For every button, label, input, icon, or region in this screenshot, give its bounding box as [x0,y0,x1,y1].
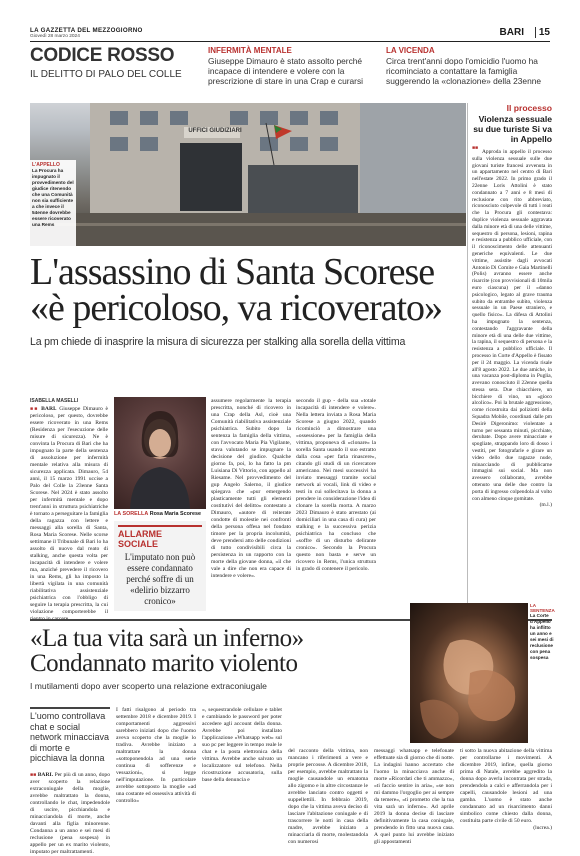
section-title: IL DELITTO DI PALO DEL COLLE [30,69,182,80]
hands-caption [530,603,554,661]
dateline: BARI. [41,406,57,412]
sidebar-title: Violenza sessuale su due turiste Si va in Appello [473,114,552,144]
article2-col6 [460,748,552,834]
article1-col3 [296,398,376,614]
article2-col5 [374,748,454,845]
article-body: assumere regolarmente la terapia prescritta, nonché di ricovero in una Crap della Asl, cioè una Comunità riabilitativa assistenziale psichiatrica. Subito dopo la sentenza la famiglia della vittima, con l'avvocato Maria Pia Vigilante, stava valutando se impugnare la decisione del giudice. Qualche giorno fa, poi, lo ha fatto la pm Luisiana Di Vittorio, con appello al Riesame. Nel provvedimento del gup Angelo Salerno, il giudice spiegava che «pur emergendo plasticamente tutti gli elementi costitutivi del delitto» contestato a Dimauro, «autore di reiterate condotte di molestie nei confronti della persona offesa nel fondato timore per la propria incolumità, deve prendersi atto delle condizioni di tutto condivisibili circa la persistenza in un rapporto con la morte della giovane donna, «il che vale a dire che non era capace di intendere e volere». [211,398,291,579]
section-kicker: CODICE ROSSO [30,45,175,66]
article-body: Giuseppe Dimauro è pericoloso, per questo, dovrebbe essere ricoverato in una Rems (Residenza per l'esecuzione delle misure di sicurezza). Ne è convinta la Procura di Bari che ha impugnato la parte della sentenza di assoluzione per infermità mentale relativa alla misura di sicurezza applicata. Dimauro, 54 anni, il 15 marzo 1991 uccise a Palo del Colle la 23enne Santa Scorese. Nel 2024 è stato assolto per infermità mentale e dopo trent'anni in struttura psichiatriche è tornato a perseguitare la famiglia della ragazza con lettere e messaggi alla sorella di Santa, Rosa Maria Scorese. Nelle scorse settimane il Tribunale di Bari lo ha assolto di nuovo dal reato di stalking, anche questa volta per incapacità di intendere e volere ma, anziché prevedere il ricovero in una Rems, gli ha imposto la libertà vigilata in una comunità riabilitativa assistenziale psichiatrica con l'obbligo di seguire la terapia prescritta, la cui violazione comporterebbe il [30,406,108,615]
headline-line-1: L'assassino di Santa Scorese [30,251,435,293]
courthouse-photo [30,103,466,246]
photo-caption [30,160,76,246]
courthouse-illustration [30,103,466,246]
caption-text: La Corte d'Appello ha inflitto un anno e sei mesi di reclusione con pena sospesa [530,613,554,660]
article1-col2 [211,398,291,614]
sister-photo [114,397,206,509]
article-body: Per più di un anno, dopo aver scoperto la relazione extraconiugale della moglie, avrebbe maltrattato la donna, controllando le chat, impedendole di uscire, picchiandola e minacciandola di morte, anche davanti alla figlia minorenne. Condanna a un anno e sei mesi di reclusione (pena sospesa) in appello per un ex marito violento, imputato per maltrattamenti. [30,772,110,855]
caption-text: La Procura ha impugnato il provvedimento del giudice ritenendo che una Comunità non sia sufficiente a che invece il 54enne dovrebbe essere ricoverato una Rems [32,168,74,227]
caption-label: LA SORELLA [114,511,149,517]
article-body: ti sotto la nuova abitazione della vittima per controllarne i movimenti. A dicembre 2019, infine, quella giorno prima di Natale, avrebbe aggredito la donna dopo averla incontrata per strada, prendendola a calci e afferrandola per i capelli, causandole lesioni ad una gamba. L'uomo è stato anche condannato ad un risarcimento danni simbolico come chiesto dalla donna, costituita parte civile di 50 euro. [460,748,552,824]
sidebar-body: Approda in appello il processo sulla violenza sessuale sulle due giovani turiste francesi avvenuta in un appartamento nel centro di Bari nell'estate 2022. In primo grado il 22enne Loris Attolini è stato condannato a 7 anni e 8 mesi di reclusione con rito abbreviato, riconosciuto colpevole di tutti i reati che la Procura gli contestava: duplice violenza sessuale aggravata dalla minore età di una delle vittime, sequestro di persona, lesioni, rapina e resistenza a pubblico ufficiale, con il riconoscimento delle attenuanti generiche equivalenti. Le due vittime, assistite dagli avvocati Antonio Di Comite e Gaia Martinelli (Polis) avranno essere anche risarcite (con provvisionali di 10mila euro ciascuna) per il «danno psicologico, legato al grave trauma subito da entrambe subìto, violenza sessuale in un Paese straniero, e quello fisico». La difesa di Attolini ha impugnato la sentenza, contestando l'aggravante della minore età di una delle due vittime, la rapina, il sequestro di persona e la resistenza a pubblico ufficiale. Il processo in Corte d'Appello è fissato per il 24 maggio. La vicenda risale all'8 agosto 2022. Le due amiche, in una vacanza post-diploma in Puglia, avevano conosciuto il 22enne quella stessa sera. Due chiacchiere, un bicchiere di vino, un «gioco alcolico». Poi la brutale aggressione, come ricostruita dai poliziotti della Squadra Mobile, coordinati dalle pm Desirè Digeronimo: violentate a turno per sessanta minuti, picchiate, derubate. Dopo avere minacciate e spogliate, strappando loro di dosso i vestiti, per fotografarle e girare un video dello due ragazze nude, minacciando di pubblicarne immagini sui social. Ma non avessero collaborato, avrebbe ottenuto una delle due contro la porta di ingresso colpendola al volto con almeno cinque gomitate. [472,149,552,502]
sidebar-divider [467,103,468,615]
newspaper-name: LA GAZZETTA DEL MEZZOGIORNO [30,27,143,34]
teaser-mental-illness [208,46,380,86]
article2-col3 [202,707,282,834]
quote-box [114,521,206,611]
building-sign: UFFICI GIUDIZIARI [188,128,242,134]
article2-col1: ■■ BARI. Per più di un anno, dopo aver scoperto la relazione extraconiugale della moglie, avrebbe maltrattato la donna, controllando le chat, impedendole di uscire, picchiandola e minacciandola di morte, anche davanti alla figlia minorenne. Condanna a un anno e sei mesi di reclusione (pena sospesa) in appello per un ex marito violento, imputato per maltrattamenti. [30,772,110,855]
section-header [30,46,198,80]
article1-col1: ■■ BARI. Giuseppe Dimauro è pericoloso, per questo, dovrebbe essere ricoverato in una Rems (Residenza per l'esecuzione delle misure di sicurezza). Ne è convinta la Procura di Bari che ha impugnato la parte della sentenza di assoluzione per infermità mentale relativa alla misura di sicurezza applicata. Dimauro, 54 anni, il 15 marzo 1991 uccise a Palo del Colle la 23enne Santa Scorese. Nel 2024 è stato assolto per infermità mentale e dopo trent'anni in struttura psichiatriche è tornato a perseguitare la famiglia della ragazza con lettere e messaggi alla sorella di Santa, Rosa Maria Scorese. Nelle scorse settimane il Tribunale di Bari lo ha assolto di nuovo dal reato di stalking, anche questa volta per incapacità di intendere e volere ma, anziché prevedere il ricovero in una Rems, gli ha imposto la libertà vigilata in una comunità riabilitativa assistenziale psichiatrica con l'obbligo di seguire la terapia prescritta, la cui violazione comporterebbe il [30,406,108,614]
masthead-rule [30,41,550,42]
teaser-text: Giuseppe Dimauro è stato assolto perché incapace di intendere e volere con la prescrizione di stare in una Crap e curarsi [208,56,364,86]
caption-name: Rosa Maria Scorese [149,511,201,517]
issue-date: Giovedì 28 marzo 2024 [30,34,80,39]
caption-label: L'APPELLO [32,162,60,168]
headline-line-2: «è pericoloso, va ricoverato» [30,287,443,329]
article1-col4 [381,398,463,614]
violence-photo [410,603,528,743]
article-body: secondo il gup - della sua «totale incapacità di intendere e volere». Nella lettera inviata a Rosa Maria Scorese a giugno 2022, quando ricominciò a dimostrare una «ossessione» per la famiglia della vittima, proponeva di «clonare» la sorella Santa usando il suo estratto dalla cosa «per farla rinascere», citando gli studi di un ricercatore americano. Nei mesi successivi ha inviato messaggi tramite social network ai vocali, link di video e testi in cui sollecitava la donna a prendere in considerazione l'idea di clonare la sorella morta. A marzo 2023 Dimauro è stato arrestato (ai domiciliari in una casa di cura) per stalking e la successiva perizia psichiatrica ha concluso che «soffre di un disturbo delirante cronico». Secondo la Procura questo non basta e serve un ricovero in Rems, l'unica struttura in grado di contenere il pericolo. [296,398,376,572]
article-body: «, sequestrandole cellulare e tablet e cambiando le password per poter accedere agli account della donna. Avrebbe poi installato l'applicazione «Whatsapp web» sul suo pc per leggere in tempo reale le chat e la posta elettronica della vittima. Avrebbe anche salvato un localizzatore sul telefono. Nella ricostruzione accusatoria, sulla base della denuncia e [202,707,282,783]
hands-illustration [410,603,528,743]
caption-label: LA SENTENZA [530,603,555,613]
article-body: I fatti risalgono al periodo tra settembre 2018 e dicembre 2019. I comportamenti aggressivi sarebbero iniziati dopo che l'uomo aveva scoperto che la moglie lo tradiva. Avrebbe iniziato a maltrattare la donna «sottoponendola ad una serie continua di sofferenze e vessazioni», si legge nell'imputazione. In particolare avrebbe sottoposto la moglie «ad una costante ed ossessiva attività di controllo» [116,707,196,804]
sidebar-sign: (m.l.) [539,502,552,509]
pullquote-text: L'uomo controllava chat e social network minacciava di morte e picchiava la donna [30,711,110,764]
quote-box-text: L'imputato non può essere condannato perché soffre di un «delirio bizzarro cronico» [124,552,196,606]
teaser-text: Circa trent'anni dopo l'omicidio l'uomo ha ricominciato a contattare la famiglia suggerendo la «clonazione» della 23enne [386,56,542,86]
teaser-title: LA VICENDA [386,46,435,55]
pullquote [30,707,110,764]
city-label: BARI [499,27,524,38]
photo-caption-sister [114,511,201,517]
second-headline-line-1: «La tua vita sarà un inferno» [30,625,304,652]
page-number: 15 [535,27,550,38]
sidebar-kicker: Il processo [506,103,552,113]
teaser-title: INFERMITÀ MENTALE [208,46,292,55]
headline-subhead: La pm chiede di inasprire la misura di sicurezza per stalking alla sorella della vittima [30,336,406,348]
article2-col4 [288,748,368,845]
quote-box-title: ALLARME SOCIALE [118,525,202,549]
main-headline [30,251,466,348]
second-headline-line-2: Condannato marito violento [30,650,298,677]
sister-portrait [114,397,206,509]
article-body: messaggi whatsapp e telefonate effettuate sia di giorno che di notte. La indagini hanno accertato che l'uomo la minacciava anche di morte «Ricordati che ti ammazzo», «ti faccio sentire in aria», «se non mi dammo l'orgoglio per ai sempre da temere», «ti prometto che la tua vita sarà un inferno». Ad aprile 2019 la donna decise di lasciare definitivamente la casa coniugale, prendendo in fitto una nuova casa. A quel punto lui avrebbe iniziato gli appostamenti [374,748,454,845]
sidebar-article [472,103,552,509]
sidebar-marker-icon: ■■ [472,146,479,151]
article2-col2 [116,707,196,834]
masthead [30,27,550,39]
second-headline-subhead: I mutilamenti dopo aver scoperto una relazione extraconiugale [30,681,267,691]
article-body: del racconto della vittima, non mancano i riferimenti a vere e proprie percosse. A dicembre 2018, per esempio, avrebbe maltrattato la moglie causandole un ematoma allo zigomo e in altre circostanze le avrebbe lanciato contro oggetti e suppellettili. In febbraio 2019, dopo che la vittima aveva deciso di lasciare l'abitazione coniugale e di trascorrere le notti in casa della madre, avrebbe iniziato a minacciarla di morte, molestandola con numerosi [288,748,368,845]
second-headline [30,626,430,691]
dateline: BARI. [37,772,54,778]
teaser-story [386,46,552,86]
article-sign: (lucrea.) [533,825,552,831]
byline: ISABELLA MASELLI [30,398,79,404]
